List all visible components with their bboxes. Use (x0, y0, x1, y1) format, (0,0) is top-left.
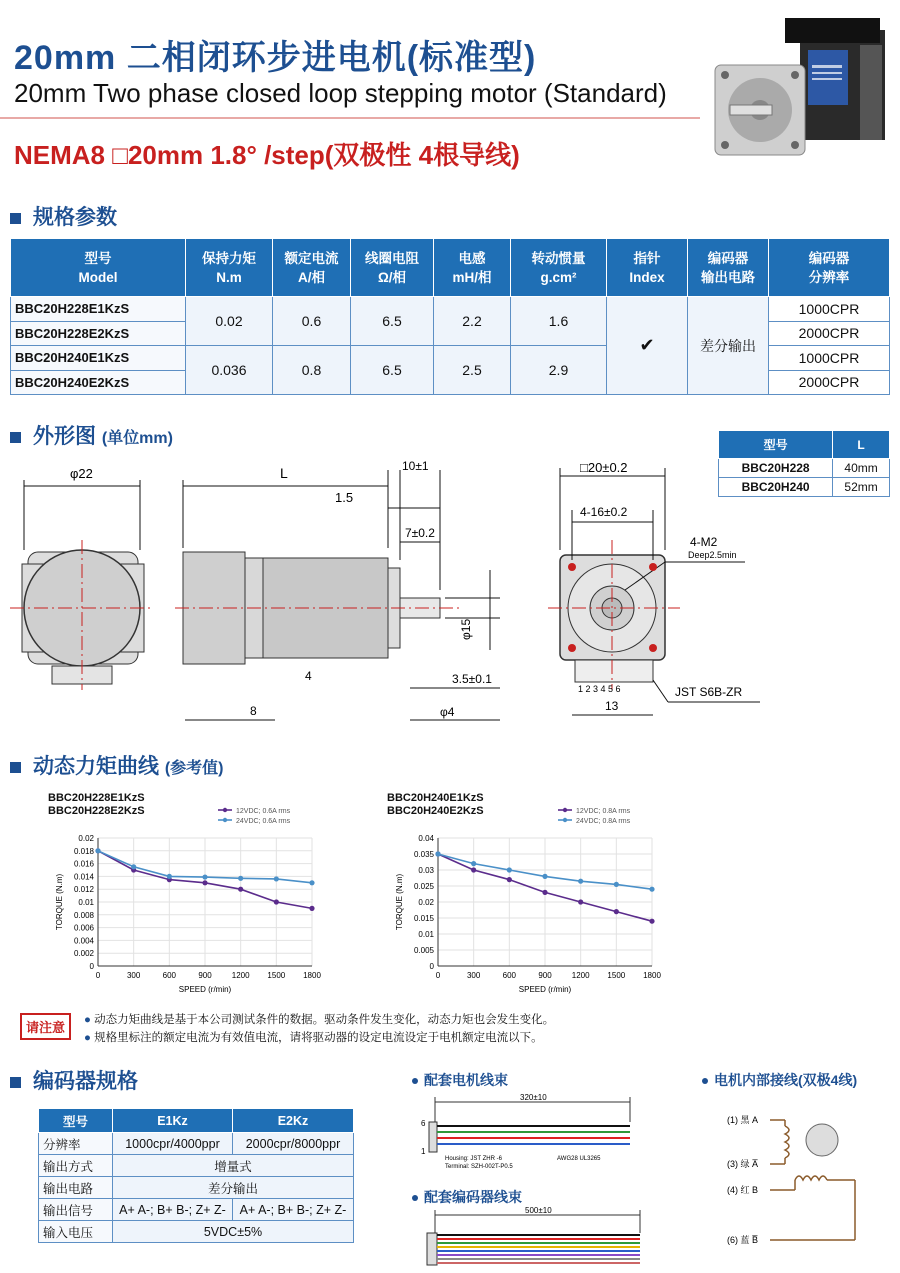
y-tick-label: 0.016 (73, 859, 94, 869)
dim-m2: 4-M2 (690, 535, 718, 549)
dim-8: 8 (250, 704, 257, 718)
data-point (238, 876, 243, 881)
output-cell: 差分输出 (688, 297, 769, 395)
x-tick-label: 300 (126, 971, 141, 980)
table-row (11, 297, 890, 322)
spec-table (10, 238, 890, 395)
wiring-diagram (725, 1100, 895, 1265)
torque-chart-228 (40, 800, 340, 995)
legend-marker (223, 818, 227, 822)
y-tick-label: 0.04 (418, 834, 434, 843)
model-cell: BBC20H228E1KzS (11, 297, 186, 322)
y-tick-label: 0.03 (418, 866, 434, 875)
y-tick-label: 0.014 (73, 872, 94, 882)
section-spec: 规格参数 (10, 201, 117, 231)
y-tick-label: 0.012 (73, 885, 94, 895)
y-tick-label: 0.035 (413, 850, 434, 859)
chart1-title: BBC20H228E1KzS BBC20H228E2KzS (48, 792, 145, 817)
current-cell: 0.8 (273, 346, 351, 395)
legend-entry: 24VDC; 0.8A rms (576, 818, 631, 825)
th-output: 编码器 输出电路 (688, 239, 769, 297)
th-resolution: 编码器 分辨率 (769, 239, 890, 297)
x-tick-label: 1800 (643, 971, 661, 980)
y-tick-label: 0 (429, 962, 434, 971)
svg-text:6: 6 (421, 1119, 426, 1128)
legend-marker (563, 818, 567, 822)
section-marker (10, 762, 21, 773)
dim-d22: φ22 (70, 466, 93, 481)
note-line-1: ● 动态力矩曲线是基于本公司测试条件的数据。驱动条件发生变化，动态力矩也会发生变化。 (84, 1014, 555, 1026)
dim-4: 4 (305, 669, 312, 683)
data-point (202, 874, 207, 879)
table-row: 输入电压 5VDC±5% (39, 1221, 354, 1243)
section-outline: 外形图 (单位mm) (10, 420, 173, 450)
x-tick-label: 900 (538, 971, 552, 980)
th-current: 额定电流 A/相 (273, 239, 351, 297)
x-tick-label: 900 (198, 971, 212, 980)
table-row: 输出信号 A+ A-; B+ B-; Z+ Z- A+ A-; B+ B-; Z+ Z- (39, 1199, 354, 1221)
y-tick-label: 0.01 (78, 898, 94, 907)
data-point (614, 882, 619, 887)
encoder-table: 型号 E1Kz E2Kz 分辨率 1000cpr/4000ppr 2000cpr/8000ppr 输出方式 增量式 输出电路 差分输出 输出信号 A+ A-; B+ B-; Z+ Z- A+ A-; B+ B-; Z+ Z- 输入电压 5VDC±5% (38, 1108, 354, 1243)
section-wiring: 电机内部接线(双极4线) (702, 1070, 857, 1090)
data-point (435, 851, 440, 856)
wire-a: (1) 黑 A (727, 1115, 759, 1125)
data-point (471, 867, 476, 872)
data-point (471, 861, 476, 866)
data-point (507, 867, 512, 872)
legend-entry: 12VDC; 0.6A rms (236, 808, 291, 815)
dim-3-5: 3.5±0.1 (452, 672, 492, 686)
torque-chart-240 (380, 800, 680, 995)
th-model: 型号 Model (11, 239, 186, 297)
data-point (507, 877, 512, 882)
y-tick-label: 0.01 (418, 930, 434, 939)
y-axis-label: TORQUE (N.m) (55, 873, 64, 931)
th-resistance: 线圈电阻 Ω/相 (351, 239, 434, 297)
x-axis-label: SPEED (r/min) (518, 985, 572, 994)
section-torque: 动态力矩曲线 (参考值) (10, 750, 224, 780)
x-axis-label: SPEED (r/min) (178, 985, 232, 994)
dim-L: L (280, 465, 288, 481)
resolution-cell: 1000CPR (769, 346, 890, 371)
dim-sq20: □20±0.2 (580, 460, 628, 475)
th-index: 指针 Index (607, 239, 688, 297)
note-line-2: ● 规格里标注的额定电流为有效值电流，请将驱动器的设定电流设定于电机额定电流以下。 (84, 1032, 543, 1044)
x-tick-label: 1200 (231, 971, 250, 980)
inertia-cell: 2.9 (511, 346, 607, 395)
page-title-en: 20mm Two phase closed loop stepping motor (Standard) (14, 78, 667, 108)
dim-13: 13 (605, 699, 619, 713)
y-tick-label: 0.015 (413, 914, 434, 923)
resolution-cell: 2000CPR (769, 321, 890, 346)
x-tick-label: 0 (435, 971, 441, 980)
x-tick-label: 300 (466, 971, 481, 980)
spec-line: NEMA8 □20mm 1.8° /step(双极性 4根导线) (14, 140, 520, 170)
table-row: BBC20H240 52mm (719, 478, 890, 497)
torque-cell: 0.02 (186, 297, 273, 346)
dim-10: 10±1 (402, 459, 429, 473)
th-torque: 保持力矩 N.m (186, 239, 273, 297)
data-point (614, 909, 619, 914)
encoder-cable-drawing (415, 1205, 650, 1270)
motor-cable-drawing (415, 1092, 640, 1172)
x-tick-label: 1200 (571, 971, 590, 980)
data-point (578, 899, 583, 904)
x-tick-label: 1500 (607, 971, 626, 980)
data-point (649, 887, 654, 892)
dim-1-5: 1.5 (335, 490, 354, 505)
page-title-cn: 20mm 二相闭环步进电机(标准型) (14, 39, 537, 77)
dim-shaft4: φ4 (440, 705, 455, 719)
svg-text:Housing: JST ZHR -6: Housing: JST ZHR -6 (445, 1156, 502, 1162)
data-point (202, 880, 207, 885)
data-point (309, 880, 314, 885)
chart2-title: BBC20H240E1KzS BBC20H240E2KzS (387, 792, 484, 817)
svg-text:500±10: 500±10 (525, 1206, 552, 1215)
dim-7: 7±0.2 (405, 526, 435, 540)
resistance-cell: 6.5 (351, 297, 434, 346)
section-encoder-cable: 配套编码器线束 (412, 1187, 522, 1207)
table-row: 分辨率 1000cpr/4000ppr 2000cpr/8000ppr (39, 1133, 354, 1155)
y-tick-label: 0.018 (73, 846, 94, 856)
data-point (167, 874, 172, 879)
dim-deep: Deep2.5min (688, 550, 737, 560)
data-point (274, 899, 279, 904)
data-point (95, 848, 100, 853)
y-tick-label: 0.025 (413, 882, 434, 891)
data-point (309, 906, 314, 911)
y-tick-label: 0 (89, 962, 94, 971)
dim-shaft15: φ15 (459, 618, 473, 640)
svg-text:1: 1 (421, 1147, 426, 1156)
x-tick-label: 0 (95, 971, 101, 980)
dim-4-16: 4-16±0.2 (580, 505, 628, 519)
table-row: 输出方式 增量式 (39, 1155, 354, 1177)
th-inductance: 电感 mH/相 (434, 239, 511, 297)
x-tick-label: 1800 (303, 971, 321, 980)
legend-entry: 12VDC; 0.8A rms (576, 808, 631, 815)
th-dim-model: 型号 (719, 431, 833, 459)
y-axis-label: TORQUE (N.m) (395, 873, 404, 931)
y-tick-label: 0.002 (73, 949, 94, 959)
wire-a-bar: (3) 绿 A̅ (727, 1159, 759, 1169)
inductance-cell: 2.5 (434, 346, 511, 395)
table-row: BBC20H228 40mm (719, 459, 890, 478)
th-inertia: 转动惯量 g.cm² (511, 239, 607, 297)
model-cell: BBC20H228E2KzS (11, 321, 186, 346)
data-point (274, 876, 279, 881)
y-tick-label: 0.006 (73, 923, 94, 933)
legend-entry: 24VDC; 0.6A rms (236, 818, 291, 825)
svg-text:AWG28 UL3265: AWG28 UL3265 (557, 1156, 601, 1162)
svg-text:Terminal: SZH-002T-P0.5: Terminal: SZH-002T-P0.5 (445, 1164, 513, 1170)
inductance-cell: 2.2 (434, 297, 511, 346)
table-row: 输出电路 差分输出 (39, 1177, 354, 1199)
y-tick-label: 0.02 (418, 898, 434, 907)
legend-marker (563, 808, 567, 812)
y-tick-label: 0.004 (73, 936, 94, 946)
section-marker (10, 1077, 21, 1088)
wire-b-bar: (6) 蓝 B̅ (727, 1235, 759, 1245)
spec-header-row (11, 239, 890, 297)
motor-photo (710, 10, 890, 160)
svg-text:320±10: 320±10 (520, 1093, 547, 1102)
data-point (238, 887, 243, 892)
title-divider (0, 117, 700, 119)
y-tick-label: 0.005 (413, 946, 434, 955)
data-point (649, 919, 654, 924)
data-point (542, 874, 547, 879)
torque-cell: 0.036 (186, 346, 273, 395)
x-tick-label: 600 (162, 971, 177, 980)
y-tick-label: 0.008 (73, 910, 94, 920)
jst-label: JST S6B-ZR (675, 685, 743, 699)
section-motor-cable: 配套电机线束 (412, 1070, 508, 1090)
wire-b: (4) 红 B (727, 1185, 759, 1195)
section-encoder: 编码器规格 (10, 1065, 138, 1095)
section-marker (10, 213, 21, 224)
resolution-cell: 1000CPR (769, 297, 890, 322)
index-check-icon: ✔ (607, 297, 688, 395)
resistance-cell: 6.5 (351, 346, 434, 395)
notice-badge: 请注意 (20, 1013, 71, 1040)
data-point (578, 879, 583, 884)
x-tick-label: 600 (502, 971, 517, 980)
x-tick-label: 1500 (267, 971, 286, 980)
outline-drawing (0, 440, 900, 740)
data-point (542, 890, 547, 895)
model-cell: BBC20H240E1KzS (11, 346, 186, 371)
legend-marker (223, 808, 227, 812)
y-tick-label: 0.02 (78, 834, 94, 843)
connector-pins: 1 2 3 4 5 6 (578, 684, 621, 694)
resolution-cell: 2000CPR (769, 370, 890, 395)
current-cell: 0.6 (273, 297, 351, 346)
data-point (131, 864, 136, 869)
model-cell: BBC20H240E2KzS (11, 370, 186, 395)
th-dim-L: L (833, 431, 890, 459)
inertia-cell: 1.6 (511, 297, 607, 346)
